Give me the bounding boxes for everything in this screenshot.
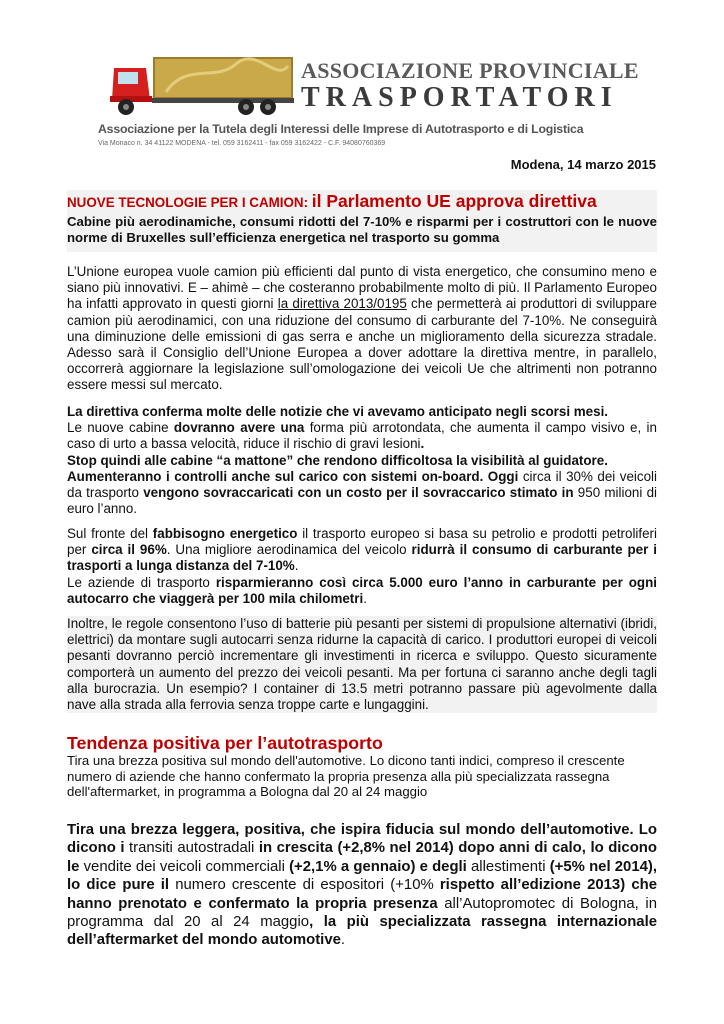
energy-text-c: . Una migliore aerodinamica del veicolo [166,542,412,558]
energy-text-bold3: ridurrà il consumo di carburante per i trasporti a lunga distanza del 7-10% [67,542,658,574]
body-text-d: allestimenti [466,858,550,875]
article-title: il Parlamento UE approva direttiva [311,191,597,211]
article-headline [67,190,657,252]
document-date: Modena, 14 marzo 2015 [510,157,656,172]
body-bold-b: in crescita (+2,8% nel 2014) dopo anni di calo, lo dicono le [67,840,657,875]
truck-logo-icon [96,52,296,120]
article-kicker: NUOVE TECNOLOGIE PER I CAMION [67,195,304,210]
body-bold-c: (+2,1% a gennaio) e degli [289,858,467,875]
article2-title: Tendenza positiva per l’autotrasporto [67,733,383,753]
kicker-separator: : [303,195,312,210]
body-text-e: numero crescente di espositori (+10% [169,877,440,894]
energy-text-a: Sul fronte del [67,526,153,541]
intro-text-b: che permetterà ai produttori di sviluppare camion più aerodinamici, con una riduzione del consumo di carburante del 7-10%. Ne conseguirà una diminuzione delle emissioni di gas serra e anche un miglioramento della sicurezza stradale. Adesso sarà il Consiglio dell’Unione Europea a dover adottare la direttiva mentre, in parallelo, occorrerà aggiornare la legislazione sull’omologazione dei veicoli Ue che altrimenti non potranno essere messi sul mercato. [67,296,657,393]
stop-cabins: Stop quindi alle cabine “a mattone” che rendono difficoltosa la visibilità al guidatore. [67,452,608,468]
body-text-f: all’Autopromotec di Bologna, in programma dal 20 al 24 maggio [67,895,657,930]
savings-text-bold: risparmieranno così circa 5.000 euro l’anno in carburante per ogni autocarro che viaggerà per 100 mila chilometri [67,574,657,606]
paragraph-batteries [67,616,657,713]
directive-link[interactable]: la direttiva 2013/0195 [277,296,407,312]
body-bold-e: rispetto all’edizione 2013) che hanno prenotato e confermato la propria presenza [67,877,657,912]
energy-text-b: il trasporto europeo si basa su petrolio e prodotti petroliferi per [67,526,657,558]
paragraph-intro [67,264,657,394]
directive-confirm: La direttiva conferma molte delle notizie che vi avevamo anticipato negli scorsi mesi. [67,404,609,419]
article2-lead: Tira una brezza positiva sul mondo dell'automotive. Lo dicono tanti indici, compreso il crescente numero di aziende che hanno confermato la propria presenza alla più specializzata rassegna dell'aftermarket, in programma a Bologna dal 20 al 24 maggio [67,753,625,799]
energy-text-d: . [294,558,299,574]
controls-text-bold: Aumenteranno i controlli anche sul carico con sistemi on-board. Ogg [67,468,515,484]
energy-text-bold2: circa il 96% [91,542,167,558]
controls-text-a: circa il 30% dei veicoli da trasporto [67,468,657,501]
body-bold-f: , la più specializzata rassegna internazionale dell’aftermarket del mondo automotive [67,913,657,949]
body-bold-a: Tira una brezza leggera, positiva, che ispira fiducia sul mondo dell’automotive. Lo dicono i [67,821,657,857]
org-tagline: Associazione per la Tutela degli Interessi delle Imprese di Autotrasporto e di Logistica [98,122,584,136]
cabins-text-end: . [420,436,425,452]
cabins-text-b: forma più arrotondata, che aumenta il campo visivo e, in caso di urto a bassa velocità, riduce il rischio di gravi lesioni [67,420,657,452]
article2-header [67,733,657,800]
letterhead [96,52,656,152]
article-subtitle: Cabine più aerodinamiche, consumi ridotti del 7-10% e risparmi per i costruttori con le nuove norme di Bruxelles sull’efficienza energetica nel trasporto su gomma [67,214,657,245]
paragraph-energy [67,526,657,607]
body-text-g: . [340,932,346,949]
controls-text-bold2: vengono sovraccaricati con un costo per il sovraccarico stimato in [143,485,574,501]
body-text-b: transiti autostradali [124,840,259,857]
cabins-text-bold: dovranno avere una [173,420,305,436]
controls-text-i: i [514,468,519,484]
org-address: Via Monaco n. 34 41122 MODENA - tel. 059 3162411 - fax 059 3162422 - C.F. 94080760369 [98,140,386,147]
savings-text-a: Le aziende di trasporto [67,574,216,590]
org-name-line1: ASSOCIAZIONE PROVINCIALE [301,58,639,83]
energy-text-bold: fabbisogno energetico [152,526,298,541]
batteries-text: Inoltre, le regole consentono l’uso di batterie più pesanti per sistemi di propulsione alternativi (ibridi, elettrici) da montare sugli autocarri senza ridurne la capacità di carico. I produttori europei di veicoli pesanti dovranno perciò incrementare gli investimenti in ricerca e sviluppo. Questo sicuramente comporterà un aumento del prezzo dei veicoli pesanti. Ma per fortuna ci saranno anche degli tagli alla burocrazia. Un esempio? I container di 13.5 metri potranno passare più agevolmente dalla nave alla strada alla ferrovia senza troppe carte e lungaggini. [67,616,657,713]
savings-text-b: . [363,590,367,606]
controls-text-b: 950 milioni di euro l’anno. [67,485,657,517]
intro-text-a: L’Unione europea vuole camion più efficienti dal punto di vista energetico, che consumino meno e siano più innovativi. E – ahimè – che costeranno probabilmente molto di più. Il Parlamento Europeo ha infatti approvato in questi giorni [67,264,657,312]
paragraph-directive [67,404,657,517]
article2-body [67,806,657,965]
body-bold-d: (+5% nel 2014), lo dice pure il [67,858,658,894]
org-name-line2: TRASPORTATORI [301,82,618,113]
body-text-c: vendite dei veicoli commerciali [79,858,290,875]
cabins-text-a: Le nuove cabine [67,420,174,436]
